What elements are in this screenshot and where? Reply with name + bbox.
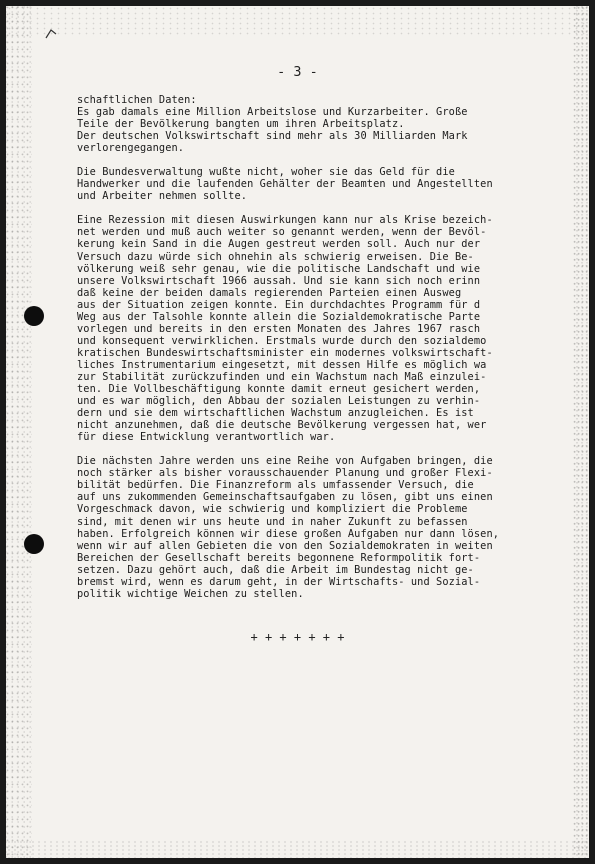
text-line: unsere Volkswirtschaft 1966 aussah. Und sie kann sich noch erinn bbox=[77, 274, 481, 287]
document-page bbox=[6, 6, 589, 858]
text-line: auf uns zukommenden Gemeinschaftsaufgaben zu lösen, gibt uns einen bbox=[77, 491, 493, 504]
text-line: haben. Erfolgreich können wir diese großen Aufgaben nur dann lösen, bbox=[77, 527, 500, 540]
scan-noise-right bbox=[573, 6, 589, 858]
text-line: Vorgeschmack davon, wie schwierig und kompliziert die Probleme bbox=[77, 503, 468, 516]
document-body bbox=[77, 94, 557, 612]
text-line: daß keine der beiden damals regierenden Parteien einen Ausweg bbox=[77, 286, 462, 299]
punch-hole-icon bbox=[24, 306, 44, 326]
corner-mark-icon bbox=[44, 28, 58, 40]
paragraph bbox=[77, 214, 557, 443]
text-line: Die Bundesverwaltung wußte nicht, woher sie das Geld für die bbox=[77, 166, 455, 179]
text-line: zur Stabilität zurückzufinden und ein Wachstum nach Maß einzulei- bbox=[77, 370, 487, 383]
text-line: Der deutschen Volkswirtschaft sind mehr als 30 Milliarden Mark bbox=[77, 130, 468, 143]
text-line: aus der Situation zeigen konnte. Ein durchdachtes Programm für d bbox=[77, 298, 481, 311]
text-line: liches Instrumentarium eingesetzt, mit dessen Hilfe es möglich wa bbox=[77, 358, 487, 371]
text-line: Bereichen der Gesellschaft bereits begonnene Reformpolitik fort- bbox=[77, 551, 481, 564]
text-line: vorlegen und bereits in den ersten Monaten des Jahres 1967 rasch bbox=[77, 322, 481, 335]
page-number: - 3 - bbox=[277, 64, 318, 80]
text-line: Handwerker und die laufenden Gehälter der Beamten und Angestellten bbox=[77, 178, 493, 191]
punch-hole-icon bbox=[24, 534, 44, 554]
scan-noise-bottom bbox=[6, 840, 589, 858]
text-line: Es gab damals eine Million Arbeitslose und Kurzarbeiter. Große bbox=[77, 106, 468, 119]
paragraph bbox=[77, 166, 557, 202]
paragraph bbox=[77, 94, 557, 154]
scan-noise-top bbox=[6, 6, 589, 36]
text-line: völkerung weiß sehr genau, wie die politische Landschaft und wie bbox=[77, 262, 481, 275]
paragraph bbox=[77, 455, 557, 600]
text-line: kratischen Bundeswirtschaftsminister ein modernes volkswirtschaft- bbox=[77, 346, 493, 359]
text-line: net werden und muß auch weiter so genannt werden, wenn der Bevöl- bbox=[77, 226, 487, 239]
text-line: und konsequent verwirklichen. Erstmals wurde durch den sozialdemo bbox=[77, 334, 487, 347]
scan-noise-left bbox=[6, 6, 32, 858]
text-line: sind, mit denen wir uns heute und in naher Zukunft zu befassen bbox=[77, 515, 468, 528]
text-line: für diese Entwicklung verantwortlich war. bbox=[77, 431, 336, 444]
text-line: ten. Die Vollbeschäftigung konnte damit erneut gesichert werden, bbox=[77, 383, 481, 396]
text-line: noch stärker als bisher vorausschauender Planung und großer Flexi- bbox=[77, 467, 493, 480]
end-mark: + + + + + + + bbox=[250, 630, 345, 644]
text-line: Eine Rezession mit diesen Auswirkungen kann nur als Krise bezeich- bbox=[77, 214, 493, 227]
text-line: und Arbeiter nehmen sollte. bbox=[77, 190, 248, 203]
text-line: Teile der Bevölkerung bangten um ihren Arbeitsplatz. bbox=[77, 118, 405, 131]
text-line: und es war möglich, den Abbau der sozialen Leistungen zu verhin- bbox=[77, 395, 481, 408]
text-line: bilität bedürfen. Die Finanzreform als umfassender Versuch, die bbox=[77, 479, 474, 492]
text-line: kerung kein Sand in die Augen gestreut werden soll. Auch nur der bbox=[77, 238, 481, 251]
text-line: wenn wir auf allen Gebieten die von den Sozialdemokraten in weiten bbox=[77, 539, 493, 552]
text-line: politik wichtige Weichen zu stellen. bbox=[77, 587, 304, 600]
text-line: schaftlichen Daten: bbox=[77, 94, 197, 106]
text-line: Versuch dazu würde sich ohnehin als schwierig erweisen. Die Be- bbox=[77, 250, 474, 263]
text-line: Weg aus der Talsohle konnte allein die Sozialdemokratische Parte bbox=[77, 310, 481, 323]
text-line: setzen. Dazu gehört auch, daß die Arbeit im Bundestag nicht ge- bbox=[77, 563, 474, 576]
text-line: dern und sie dem wirtschaftlichen Wachstum anzugleichen. Es ist bbox=[77, 407, 474, 420]
text-line: nicht anzunehmen, daß die deutsche Bevölkerung vergessen hat, wer bbox=[77, 419, 487, 432]
text-line: bremst wird, wenn es darum geht, in der Wirtschafts- und Sozial- bbox=[77, 575, 481, 588]
text-line: verlorengegangen. bbox=[77, 142, 185, 155]
text-line: Die nächsten Jahre werden uns eine Reihe von Aufgaben bringen, die bbox=[77, 455, 493, 468]
